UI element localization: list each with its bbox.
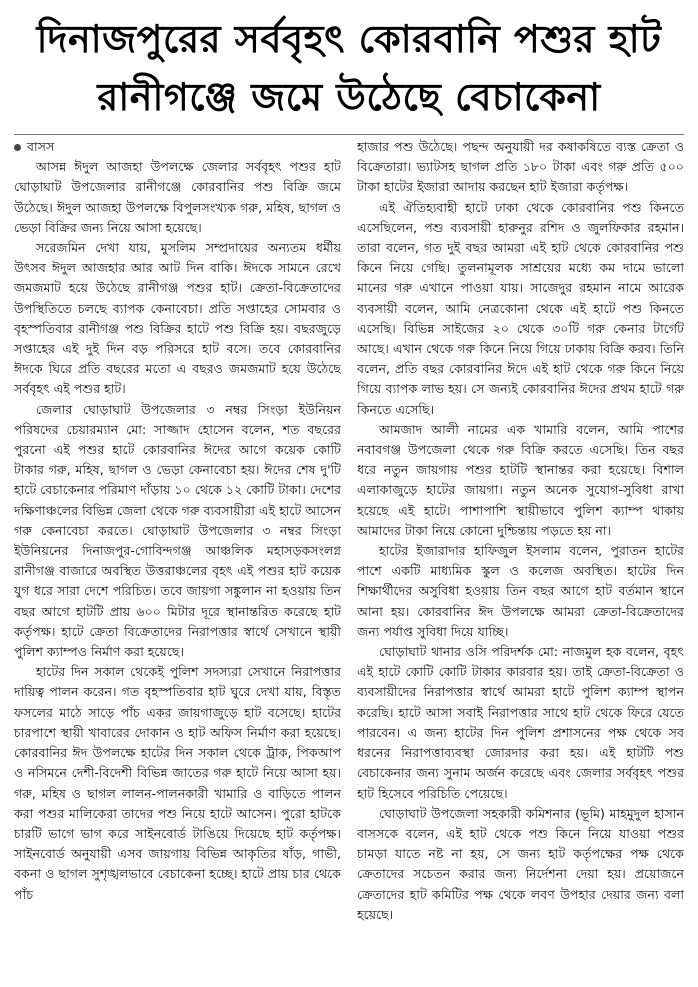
- right-column: [357, 137, 684, 962]
- byline-source: বাসস: [27, 139, 55, 154]
- article-headline: [14, 10, 684, 126]
- bullet-icon: [14, 144, 21, 151]
- paragraph: হাজার পশু উঠেছে। পছন্দ অনুযায়ী দর কষাকষিতে ব্যস্ত ক্রেতা ও বিক্রেতারা। ভ্যাটসহ ছাগল প্রতি ১৮০ টাকা এবং গরু প্রতি ৫০০ টাকা হাটের ইজারা আদায় করছেন হাট ইজারা কর্তৃপক্ষ।: [357, 139, 684, 195]
- paragraph: জেলার ঘোড়াঘাট উপজেলার ৩ নম্বর সিংড়া ইউনিয়ন পরিষদের চেয়ারম্যান মো: সাজ্জাদ হোসেন বলেন, শত বছরের পুরনো এই পশুর হাটে কোরবানির ঈদের আগে কয়েক কোটি টাকার গরু, মহিষ, ছাগল ও ভেড়া কেনাবেচা হয়। ঈদের শেষ দু'টি হাটে বেচাকেনার পরিমাণ দাঁড়ায় ১০ থেকে ১২ কোটি টাকা। দেশের দক্ষিণাঞ্চলের বিভিন্ন জেলা থেকে গরু ব্যবসায়ীরা এই হাটে আসেন গরু কেনাবেচা করতে। ঘোড়াঘাট উপজেলার ৩ নম্বর সিংড়া ইউনিয়নের দিনাজপুর-গোবিন্দগঞ্জ আঞ্চলিক মহাসড়কসংলগ্ন রানীগঞ্জ বাজারে অবস্থিত উত্তরাঞ্চলের বৃহৎ এই পশুর হাট কয়েক যুগ ধরে সারা দেশে পরিচিত। তবে জায়গা সঙ্কুলান না হওয়ায় তিন বছর আগে হাটটি প্রায় ৬০০ মিটার দূরে স্থানান্তরিত করেছে হাট কর্তৃপক্ষ। হাটে ক্রেতা বিক্রেতাদের নিরাপত্তার স্বার্থে সেখানে স্থায়ী পুলিশ ক্যাম্পও নির্মাণ করা হয়েছে।: [14, 401, 341, 660]
- paragraph: হাটের দিন সকাল থেকেই পুলিশ সদস্যরা সেখানে নিরাপত্তার দায়িত্ব পালন করেন। গত বৃহস্পতিবার হাট ঘুরে দেখা যায়, বিস্তৃত ফসলের মাঠে সাড়ে পাঁচ একর জায়গাজুড়ে হাট বসেছে। হাটের চারপাশে স্থায়ী খাবারের দোকান ও হাট অফিস নির্মাণ করা হয়েছে। কোরবানির ঈদ উপলক্ষে হাটের দিন সকাল থেকে ট্রাক, পিকআপ ও নসিমনে দেশী-বিদেশী বিভিন্ন জাতের গরু হাটে নিয়ে আসা হয়। গরু, মহিষ ও ছাগল লালন-পালনকারী খামারি ও বাড়িতে পালন করা পশুর মালিকেরা তাদের পশু নিয়ে হাটে আসেন। পুরো হাটকে চারটি ভাগে ভাগ করে সাইনবোর্ড টাঙিয়ে দিয়েছে হাট কর্তৃপক্ষ। সাইনবোর্ড অনুযায়ী এসব জায়গায় বিভিন্ন আকৃতির ষাঁড়, গাভী, বকনা ও ছাগল সুশৃঙ্খলভাবে বেচাকেনা হচ্ছে। হাটে প্রায় চার থেকে পাঁচ: [14, 664, 341, 902]
- paragraph: ঘোড়াঘাট থানার ওসি পরিদর্শক মো: নাজমুল হক বলেন, বৃহৎ এই হাটে কোটি কোটি টাকার কারবার হয়। তাই ক্রেতা-বিক্রেতা ও ব্যবসায়ীদের নিরাপত্তার স্বার্থে আমরা হাটে পুলিশ ক্যাম্প স্থাপন করেছি। হাটে আসা সবাই নিরাপত্তার সাথে হাট থেকে ফিরে যেতে পারবেন। এ জন্য হাটের দিন পুলিশ প্রশাসনের পক্ষ থেকে সব ধরনের নিরাপত্তাব্যবস্থা জোরদার করা হয়। এই হাটটি পশু বেচাকেনার জন্য সুনাম অর্জন করেছে এবং জেলার সর্ববৃহৎ পশুর হাট হিসেবে পরিচিতি পেয়েছে।: [357, 644, 684, 801]
- headline-line-1: দিনাজপুরের সর্ববৃহৎ কোরবানি পশুর হাট: [36, 17, 662, 61]
- paragraph: হাটের ইজারাদার হাফিজুল ইসলাম বলেন, পুরাতন হাটের পাশে একটি মাধ্যমিক স্কুল ও কলেজ অবস্থিত। হাটের দিন শিক্ষার্থীদের অসুবিধা হওয়ায় তিন বছর আগে হাট বর্তমান স্থানে আনা হয়। কোরবানির ঈদ উপলক্ষে আমরা ক্রেতা-বিক্রেতাদের জন্য পর্যাপ্ত সুবিধা দিয়ে যাচ্ছি।: [357, 543, 684, 639]
- headline-line-2: রানীগঞ্জে জমে উঠেছে বেচাকেনা: [97, 75, 601, 119]
- paragraph: এই ঐতিহ্যবাহী হাটে ঢাকা থেকে কোরবানির পশু কিনতে এসেছিলেন, পশু ব্যবসায়ী হারুনুর রশিদ ও জুলফিকার রহমান। তারা বলেন, গত দুই বছর আমরা এই হাট থেকে কোরবানির পশু কিনে নিয়ে গেছি। তুলনামূলক সাশ্রয়ের মধ্যে কম দামে ভালো মানের গরু এখানে পাওয়া যায়। সাজেদুর রহমান নামে আরেক ব্যবসায়ী বলেন, আমি নেত্রকোনা থেকে এই হাটে পশু কিনতে এসেছি। বিভিন্ন সাইজের ২০ থেকে ৩০টি গরু কেনার টার্গেট আছে। এখান থেকে গরু কিনে নিয়ে গিয়ে ঢাকায় বিক্রি করব। তিনি বলেন, প্রতি বছর কোরবানির ঈদে এই হাট থেকে গরু কিনে নিয়ে গিয়ে ব্যাপক লাভ হয়। সে জন্যই কোরবানির ঈদের প্রথম হাটে গরু কিনতে এসেছি।: [357, 199, 684, 417]
- article-body: [14, 137, 684, 962]
- headline-divider: [14, 134, 684, 135]
- paragraph: সরেজমিন দেখা যায়, মুসলিম সম্প্রদায়ের অন্যতম ধর্মীয় উৎসব ঈদুল আজহার আর আট দিন বাকি। ঈদকে সামনে রেখে জমজমাট হয়ে উঠেছে রানীগঞ্জ পশুর হাট। ক্রেতা-বিক্রেতাদের উপস্থিতিতে চলছে ব্যাপক কেনাবেচা। প্রতি সপ্তাহের সোমবার ও বৃহস্পতিবার রানীগঞ্জ পশু বিক্রির হাটে পশু বিক্রি হয়। বছরজুড়ে সপ্তাহের এই দুই দিন বড় পরিসরে হাট বসে। তবে কোরবানির ঈদকে ঘিরে প্রতি বছরের মতো এ বছরও জমজমাট হয়ে উঠেছে সর্ববৃহৎ এই পশুর হাট।: [14, 240, 341, 397]
- left-column: [14, 137, 341, 962]
- paragraph: ঘোড়াঘাট উপজেলা সহকারী কমিশনার (ভূমি) মাহমুদুল হাসান বাসসকে বলেন, এই হাট থেকে পশু কিনে নিয়ে যাওয়া পশুর চামড়া যাতে নষ্ট না হয়, সে জন্য হাট কর্তৃপক্ষের পক্ষ থেকে ক্রেতাদের সচেতন করার জন্য নির্দেশনা দেয়া হয়। প্রয়োজনে ক্রেতাদের হাট কমিটির পক্ষ থেকে লবণ উপহার দেয়ার জন্য বলা হয়েছে।: [357, 805, 684, 922]
- paragraph: আমজাদ আলী নামের এক খামারি বলেন, আমি পাশের নবাবগঞ্জ উপজেলা থেকে গরু বিক্রি করতে এসেছি। তিন বছর ধরে নতুন জায়গায় পশুর হাটটি স্থানান্তর করা হয়েছে। বিশাল এলাকাজুড়ে হাটের জায়গা। নতুন অনেক সুযোগ-সুবিধা রাখা হয়েছে এই হাটে। পাশাপাশি স্থায়ীভাবে পুলিশ ক্যাম্প থাকায় আমাদের টাকা নিয়ে কোনো দুশ্চিন্তায় পড়তে হয় না।: [357, 421, 684, 538]
- paragraph: আসন্ন ঈদুল আজহা উপলক্ষে জেলার সর্ববৃহৎ পশুর হাট ঘোড়াঘাট উপজেলার রানীগঞ্জে কোরবানির পশু বিক্রি জমে উঠেছে। ঈদুল আজহা উপলক্ষে বিপুলসংখ্যক গরু, মহিষ, ছাগল ও ভেড়া বিক্রির জন্য নিয়ে আসা হয়েছে।: [14, 159, 341, 235]
- byline: [14, 137, 341, 157]
